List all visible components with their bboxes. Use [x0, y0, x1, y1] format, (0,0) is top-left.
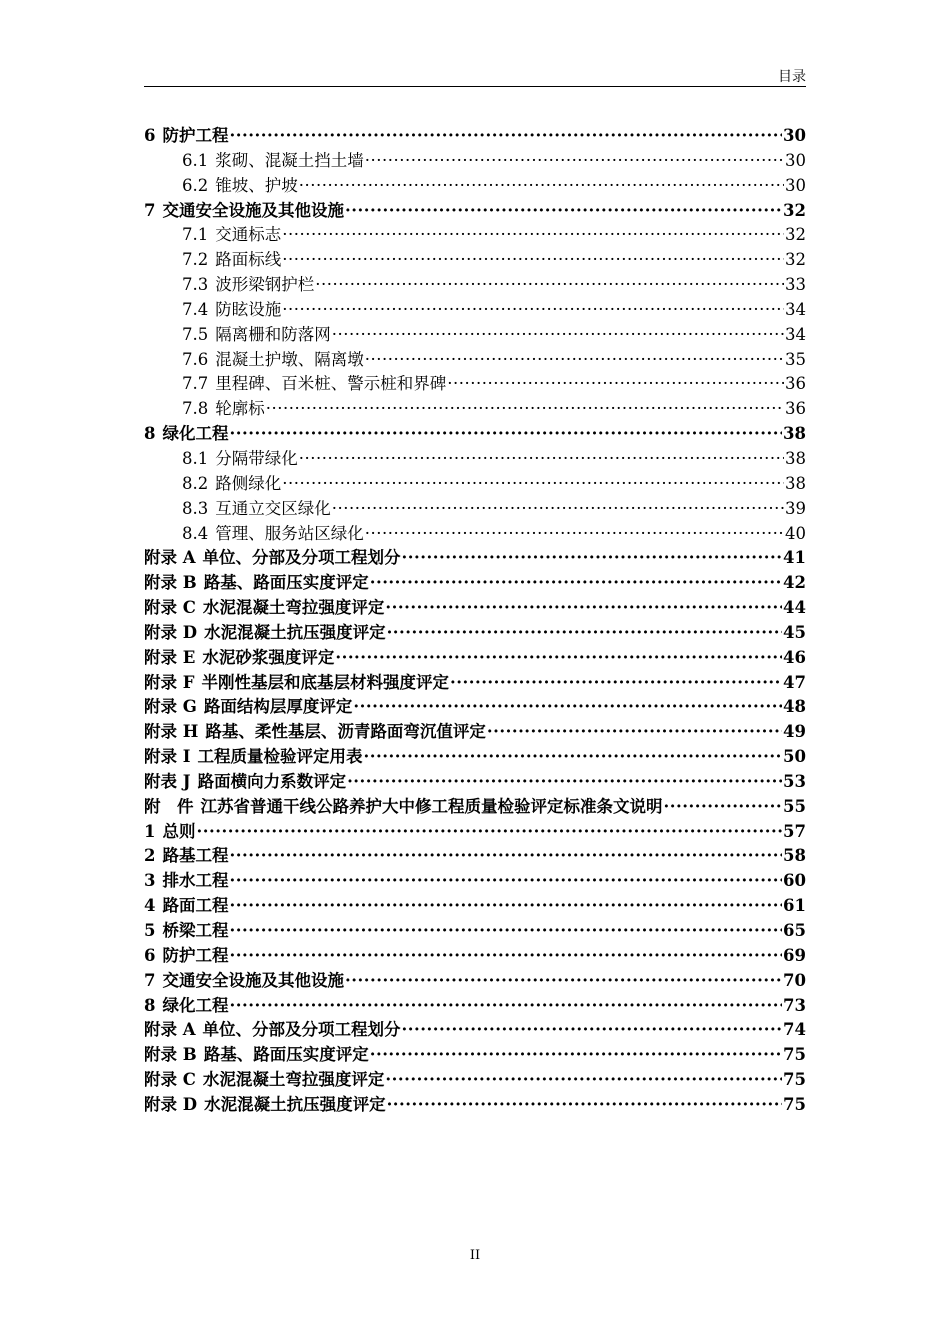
- toc-entry-number: 3: [144, 871, 156, 891]
- toc-entry-number: 2: [144, 846, 156, 866]
- toc-entry[interactable]: [144, 199, 806, 224]
- toc-entry-title: 绿化工程: [162, 995, 229, 1015]
- toc-entry-title: 排水工程: [162, 871, 229, 891]
- toc-entry-page: 41: [783, 548, 806, 568]
- toc-entry-number: 7.1: [182, 225, 209, 245]
- toc-entry-title: 交通标志: [215, 225, 282, 245]
- toc-entry-title: 轮廓标: [215, 399, 265, 419]
- toc-entry[interactable]: [144, 323, 806, 348]
- toc-entry-number: 附录 E: [144, 647, 196, 667]
- toc-entry[interactable]: [144, 372, 806, 397]
- toc-dot-leader: [385, 1068, 782, 1093]
- toc-entry-page: 32: [785, 250, 806, 270]
- toc-dot-leader: [664, 795, 783, 820]
- toc-entry-title: 路面标线: [215, 250, 282, 270]
- toc-entry-number: 附 件: [144, 796, 194, 816]
- toc-entry-page: 65: [783, 921, 806, 940]
- toc-entry[interactable]: [144, 348, 806, 373]
- toc-entry-number: 8.4: [182, 523, 209, 543]
- toc-entry-page: 73: [783, 995, 806, 1015]
- toc-dot-leader: [229, 919, 782, 944]
- toc-entry-title: 混凝土护墩、隔离墩: [215, 349, 364, 369]
- toc-dot-leader: [229, 422, 782, 447]
- toc-entry-page: 39: [785, 498, 806, 518]
- toc-entry-page: 48: [783, 697, 806, 717]
- toc-dot-leader: [487, 720, 782, 745]
- toc-entry-number: 附录 D: [144, 622, 198, 642]
- toc-entry-title: 路基、柔性基层、沥青路面弯沉值评定: [205, 722, 486, 742]
- header-rule: [144, 86, 806, 87]
- toc-entry-page: 34: [785, 299, 806, 319]
- toc-entry[interactable]: [144, 298, 806, 323]
- toc-entry-page: 53: [783, 771, 806, 791]
- toc-dot-leader: [282, 223, 784, 248]
- toc-entry-page: 57: [783, 821, 806, 841]
- toc-entry-title: 单位、分部及分项工程划分: [202, 548, 401, 568]
- toc-entry-number: 7.2: [182, 250, 209, 270]
- toc-entry[interactable]: [144, 223, 806, 248]
- toc-entry-page: 55: [783, 796, 806, 816]
- toc-dot-leader: [335, 646, 782, 671]
- toc-entry-title: 防护工程: [162, 945, 229, 965]
- toc-dot-leader: [345, 199, 782, 224]
- toc-entry-number: 8: [144, 424, 156, 444]
- toc-entry[interactable]: [144, 546, 806, 571]
- toc-entry-title: 半刚性基层和底基层材料强度评定: [201, 672, 449, 692]
- toc-dot-leader: [365, 522, 784, 547]
- toc-entry-title: 路面横向力系数评定: [197, 771, 347, 791]
- toc-entry-title: 路基、路面压实度评定: [203, 573, 369, 593]
- toc-entry[interactable]: [144, 248, 806, 273]
- toc-entry-title: 绿化工程: [162, 424, 229, 444]
- toc-entry-page: 49: [783, 722, 806, 742]
- toc-entry-number: 6: [144, 945, 156, 965]
- toc-entry-page: 44: [783, 598, 806, 618]
- toc-entry-title: 水泥混凝土抗压强度评定: [204, 1094, 386, 1114]
- toc-entry[interactable]: [144, 844, 806, 869]
- toc-entry[interactable]: [144, 1068, 806, 1093]
- toc-entry-page: 47: [783, 672, 806, 692]
- toc-entry-page: 75: [783, 1094, 806, 1114]
- toc-entry-page: 60: [783, 871, 806, 891]
- toc-dot-leader: [365, 149, 784, 174]
- toc-entry-title: 波形梁钢护栏: [215, 275, 315, 295]
- toc-entry[interactable]: [144, 422, 806, 447]
- toc-entry-title: 路面结构层厚度评定: [203, 697, 353, 717]
- toc-dot-leader: [229, 994, 782, 1019]
- toc-entry-title: 水泥混凝土弯拉强度评定: [202, 598, 385, 618]
- toc-entry-page: 75: [783, 1045, 806, 1065]
- toc-entry-page: 30: [785, 175, 806, 195]
- toc-entry-number: 附录 G: [144, 697, 197, 717]
- page-number: II: [469, 1248, 481, 1263]
- toc-entry[interactable]: [144, 124, 806, 149]
- toc-entry[interactable]: [144, 969, 806, 994]
- toc-dot-leader: [332, 323, 784, 348]
- toc-entry[interactable]: [144, 671, 806, 696]
- toc-entry-page: 36: [785, 399, 806, 419]
- toc-dot-leader: [229, 894, 782, 919]
- toc-entry-number: 附录 B: [144, 1045, 197, 1065]
- toc-entry-page: 35: [785, 349, 806, 369]
- toc-entry-title: 水泥混凝土弯拉强度评定: [202, 1070, 385, 1090]
- toc-entry-number: 6: [144, 126, 156, 145]
- toc-dot-leader: [282, 248, 784, 273]
- toc-entry-title: 浆砌、混凝土挡土墙: [215, 150, 364, 170]
- toc-entry-number: 8.3: [182, 498, 209, 518]
- toc-entry-number: 8.2: [182, 473, 209, 493]
- toc-entry-title: 水泥混凝土抗压强度评定: [204, 622, 386, 642]
- toc-entry-title: 里程碑、百米桩、警示桩和界碑: [215, 374, 447, 394]
- toc-entry-page: 30: [785, 150, 806, 170]
- toc-entry-title: 互通立交区绿化: [215, 498, 331, 518]
- toc-dot-leader: [299, 174, 784, 199]
- toc-entry[interactable]: [144, 1043, 806, 1068]
- toc-entry-page: 74: [783, 1020, 806, 1040]
- toc-entry-title: 分隔带绿化: [215, 448, 298, 468]
- toc-entry-title: 单位、分部及分项工程划分: [202, 1020, 401, 1040]
- toc-dot-leader: [229, 844, 782, 869]
- toc-entry[interactable]: [144, 596, 806, 621]
- toc-dot-leader: [387, 621, 782, 646]
- toc-dot-leader: [387, 1093, 782, 1118]
- toc-entry[interactable]: [144, 646, 806, 671]
- toc-entry-number: 6.1: [182, 150, 209, 170]
- table-of-contents: [144, 124, 806, 1118]
- toc-entry-page: 32: [785, 225, 806, 245]
- toc-entry[interactable]: [144, 894, 806, 919]
- toc-entry[interactable]: [144, 149, 806, 174]
- toc-entry[interactable]: [144, 695, 806, 720]
- toc-entry[interactable]: [144, 720, 806, 745]
- toc-entry-page: 61: [783, 896, 806, 916]
- toc-entry-page: 33: [785, 275, 806, 295]
- toc-entry[interactable]: [144, 571, 806, 596]
- toc-entry-number: 附录 D: [144, 1094, 198, 1114]
- toc-dot-leader: [402, 1018, 782, 1043]
- toc-entry[interactable]: [144, 1093, 806, 1118]
- toc-entry-page: 70: [783, 970, 806, 990]
- toc-entry[interactable]: [144, 621, 806, 646]
- toc-entry-number: 附录 C: [144, 598, 196, 618]
- toc-entry-number: 8: [144, 995, 156, 1015]
- toc-entry-page: 69: [783, 945, 806, 965]
- toc-dot-leader: [229, 944, 782, 969]
- toc-dot-leader: [332, 497, 784, 522]
- toc-entry-title: 路面工程: [162, 896, 229, 916]
- toc-entry-number: 附录 I: [144, 747, 191, 767]
- toc-entry-page: 58: [783, 846, 806, 866]
- toc-entry-number: 7.4: [182, 299, 209, 319]
- toc-entry-number: 附录 A: [144, 548, 196, 568]
- toc-dot-leader: [299, 447, 784, 472]
- toc-dot-leader: [282, 472, 784, 497]
- toc-entry-number: 7: [144, 970, 156, 990]
- toc-entry-number: 附录 C: [144, 1070, 196, 1090]
- toc-entry[interactable]: [144, 944, 806, 969]
- running-header-title: 目录: [778, 69, 806, 85]
- toc-dot-leader: [370, 1043, 782, 1068]
- toc-entry-number: 附录 B: [144, 573, 197, 593]
- toc-dot-leader: [347, 770, 782, 795]
- toc-dot-leader: [266, 397, 784, 422]
- toc-entry-page: 38: [785, 473, 806, 493]
- toc-entry-page: 38: [785, 448, 806, 468]
- toc-entry-page: 45: [783, 622, 806, 642]
- toc-entry[interactable]: [144, 447, 806, 472]
- toc-entry[interactable]: [144, 770, 806, 795]
- toc-dot-leader: [450, 671, 782, 696]
- toc-entry-title: 防眩设施: [215, 299, 282, 319]
- toc-entry-title: 桥梁工程: [162, 921, 229, 940]
- toc-entry-number: 8.1: [182, 448, 209, 468]
- toc-entry-title: 水泥砂浆强度评定: [202, 647, 335, 667]
- toc-entry-title: 路侧绿化: [215, 473, 282, 493]
- toc-entry-number: 4: [144, 896, 156, 916]
- toc-entry-number: 7.6: [182, 349, 209, 369]
- toc-dot-leader: [370, 571, 782, 596]
- toc-entry-page: 36: [785, 374, 806, 394]
- toc-entry-page: 50: [783, 747, 806, 767]
- toc-entry[interactable]: [144, 919, 806, 944]
- toc-dot-leader: [315, 273, 784, 298]
- toc-entry[interactable]: [144, 522, 806, 547]
- toc-entry-title: 隔离栅和防落网: [215, 324, 331, 344]
- toc-entry-page: 34: [785, 324, 806, 344]
- toc-dot-leader: [353, 695, 782, 720]
- toc-entry[interactable]: [144, 273, 806, 298]
- toc-dot-leader: [447, 372, 784, 397]
- toc-dot-leader: [282, 298, 784, 323]
- toc-entry-number: 7.5: [182, 324, 209, 344]
- toc-entry-title: 路基工程: [162, 846, 229, 866]
- toc-entry-title: 工程质量检验评定用表: [197, 747, 363, 767]
- toc-entry-number: 6.2: [182, 175, 209, 195]
- toc-entry-number: 5: [144, 921, 156, 940]
- toc-entry-title: 路基、路面压实度评定: [203, 1045, 369, 1065]
- toc-entry-number: 附录 F: [144, 672, 195, 692]
- toc-entry-page: 42: [783, 573, 806, 593]
- toc-dot-leader: [402, 546, 782, 571]
- toc-entry-page: 30: [783, 126, 806, 145]
- toc-entry-number: 7: [144, 200, 156, 220]
- toc-entry[interactable]: [144, 869, 806, 894]
- toc-entry-number: 附录 A: [144, 1020, 196, 1040]
- toc-entry-title: 江苏省普通干线公路养护大中修工程质量检验评定标准条文说明: [200, 796, 663, 816]
- toc-entry-page: 46: [783, 647, 806, 667]
- toc-dot-leader: [365, 348, 784, 373]
- toc-entry-title: 总则: [162, 821, 196, 841]
- toc-entry-page: 40: [785, 523, 806, 543]
- toc-dot-leader: [385, 596, 782, 621]
- toc-entry-title: 防护工程: [162, 126, 229, 145]
- toc-entry[interactable]: [144, 820, 806, 845]
- toc-entry-number: 1: [144, 821, 156, 841]
- toc-entry-title: 锥坡、护坡: [215, 175, 298, 195]
- toc-entry-number: 附录 H: [144, 722, 199, 742]
- toc-dot-leader: [229, 869, 782, 894]
- toc-entry-number: 附表 J: [144, 771, 191, 791]
- toc-entry-title: 交通安全设施及其他设施: [162, 970, 344, 990]
- toc-entry-title: 交通安全设施及其他设施: [162, 200, 344, 220]
- toc-entry[interactable]: [144, 795, 806, 820]
- toc-entry[interactable]: [144, 472, 806, 497]
- toc-entry-page: 32: [783, 200, 806, 220]
- toc-entry-number: 7.3: [182, 275, 209, 295]
- toc-entry[interactable]: [144, 174, 806, 199]
- toc-entry[interactable]: [144, 745, 806, 770]
- toc-entry[interactable]: [144, 497, 806, 522]
- toc-entry[interactable]: [144, 994, 806, 1019]
- toc-dot-leader: [196, 820, 782, 845]
- toc-entry-page: 75: [783, 1070, 806, 1090]
- toc-entry-number: 7.8: [182, 399, 209, 419]
- toc-dot-leader: [345, 969, 782, 994]
- toc-entry[interactable]: [144, 397, 806, 422]
- toc-entry-number: 7.7: [182, 374, 209, 394]
- toc-entry-page: 38: [783, 424, 806, 444]
- toc-entry[interactable]: [144, 1018, 806, 1043]
- toc-dot-leader: [363, 745, 782, 770]
- toc-dot-leader: [229, 124, 782, 149]
- toc-entry-title: 管理、服务站区绿化: [215, 523, 364, 543]
